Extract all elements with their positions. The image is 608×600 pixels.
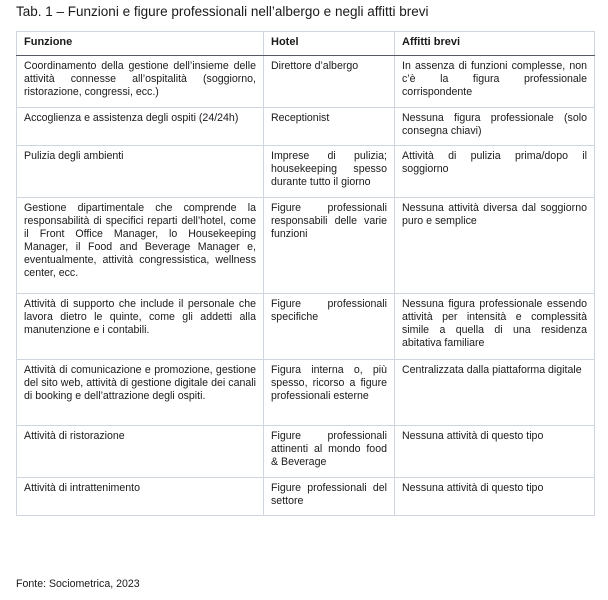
table-row: [17, 146, 595, 198]
cell-funzione: Pulizia degli ambienti: [17, 146, 264, 198]
table-row: [17, 198, 595, 294]
table-row: [17, 56, 595, 108]
table-row: [17, 478, 595, 516]
table-header-row: [17, 32, 595, 56]
cell-affitti-brevi: Nessuna figura professionale (solo consegna chiavi): [395, 108, 595, 146]
cell-funzione: Gestione dipartimentale che comprende la responsabilità di specifici reparti dell’hotel, come il Front Office Manager, lo Housekeeping Manager, il Food and Beverage Manager e, eventualmente, attività congressistica, wellness center, ecc.: [17, 198, 264, 294]
functions-table: [16, 31, 595, 516]
table-caption: Tab. 1 – Funzioni e figure professionali nell’albergo e negli affitti brevi: [16, 4, 429, 19]
cell-funzione: Attività di supporto che include il personale che lavora dietro le quinte, come gli addetti alla manutenzione e i contabili.: [17, 294, 264, 360]
cell-funzione: Attività di intrattenimento: [17, 478, 264, 516]
cell-affitti-brevi: Nessuna attività diversa dal soggiorno puro e semplice: [395, 198, 595, 294]
header-funzione: Funzione: [17, 32, 264, 56]
cell-hotel: Figure professionali responsabili delle varie funzioni: [264, 198, 395, 294]
cell-funzione: Attività di ristorazione: [17, 426, 264, 478]
table-row: [17, 360, 595, 426]
cell-funzione: Attività di comunicazione e promozione, gestione del sito web, attività di gestione digitale dei canali di booking e dell’attrazione degli ospiti.: [17, 360, 264, 426]
cell-affitti-brevi: Nessuna attività di questo tipo: [395, 426, 595, 478]
cell-hotel: Figure professionali attinenti al mondo food & Beverage: [264, 426, 395, 478]
cell-affitti-brevi: Centralizzata dalla piattaforma digitale: [395, 360, 595, 426]
cell-hotel: Figura interna o, più spesso, ricorso a figure professionali esterne: [264, 360, 395, 426]
cell-affitti-brevi: Nessuna attività di questo tipo: [395, 478, 595, 516]
table-row: [17, 426, 595, 478]
source-note: Fonte: Sociometrica, 2023: [16, 578, 140, 590]
cell-funzione: Accoglienza e assistenza degli ospiti (24/24h): [17, 108, 264, 146]
cell-affitti-brevi: In assenza di funzioni complesse, non c’è la figura professionale corrispondente: [395, 56, 595, 108]
table-row: [17, 108, 595, 146]
header-affitti-brevi: Affitti brevi: [395, 32, 595, 56]
cell-funzione: Coordinamento della gestione dell’insieme delle attività connesse all’ospitalità (soggiorno, ristorazione, congressi, ecc.): [17, 56, 264, 108]
cell-hotel: Receptionist: [264, 108, 395, 146]
cell-hotel: Figure professionali specifiche: [264, 294, 395, 360]
table-row: [17, 294, 595, 360]
cell-hotel: Direttore d’albergo: [264, 56, 395, 108]
cell-hotel: Imprese di pulizia; housekeeping spesso durante tutto il giorno: [264, 146, 395, 198]
cell-affitti-brevi: Nessuna figura professionale essendo attività per intensità e complessità simile a quella di una residenza abitativa familiare: [395, 294, 595, 360]
cell-hotel: Figure professionali del settore: [264, 478, 395, 516]
cell-affitti-brevi: Attività di pulizia prima/dopo il soggiorno: [395, 146, 595, 198]
header-hotel: Hotel: [264, 32, 395, 56]
